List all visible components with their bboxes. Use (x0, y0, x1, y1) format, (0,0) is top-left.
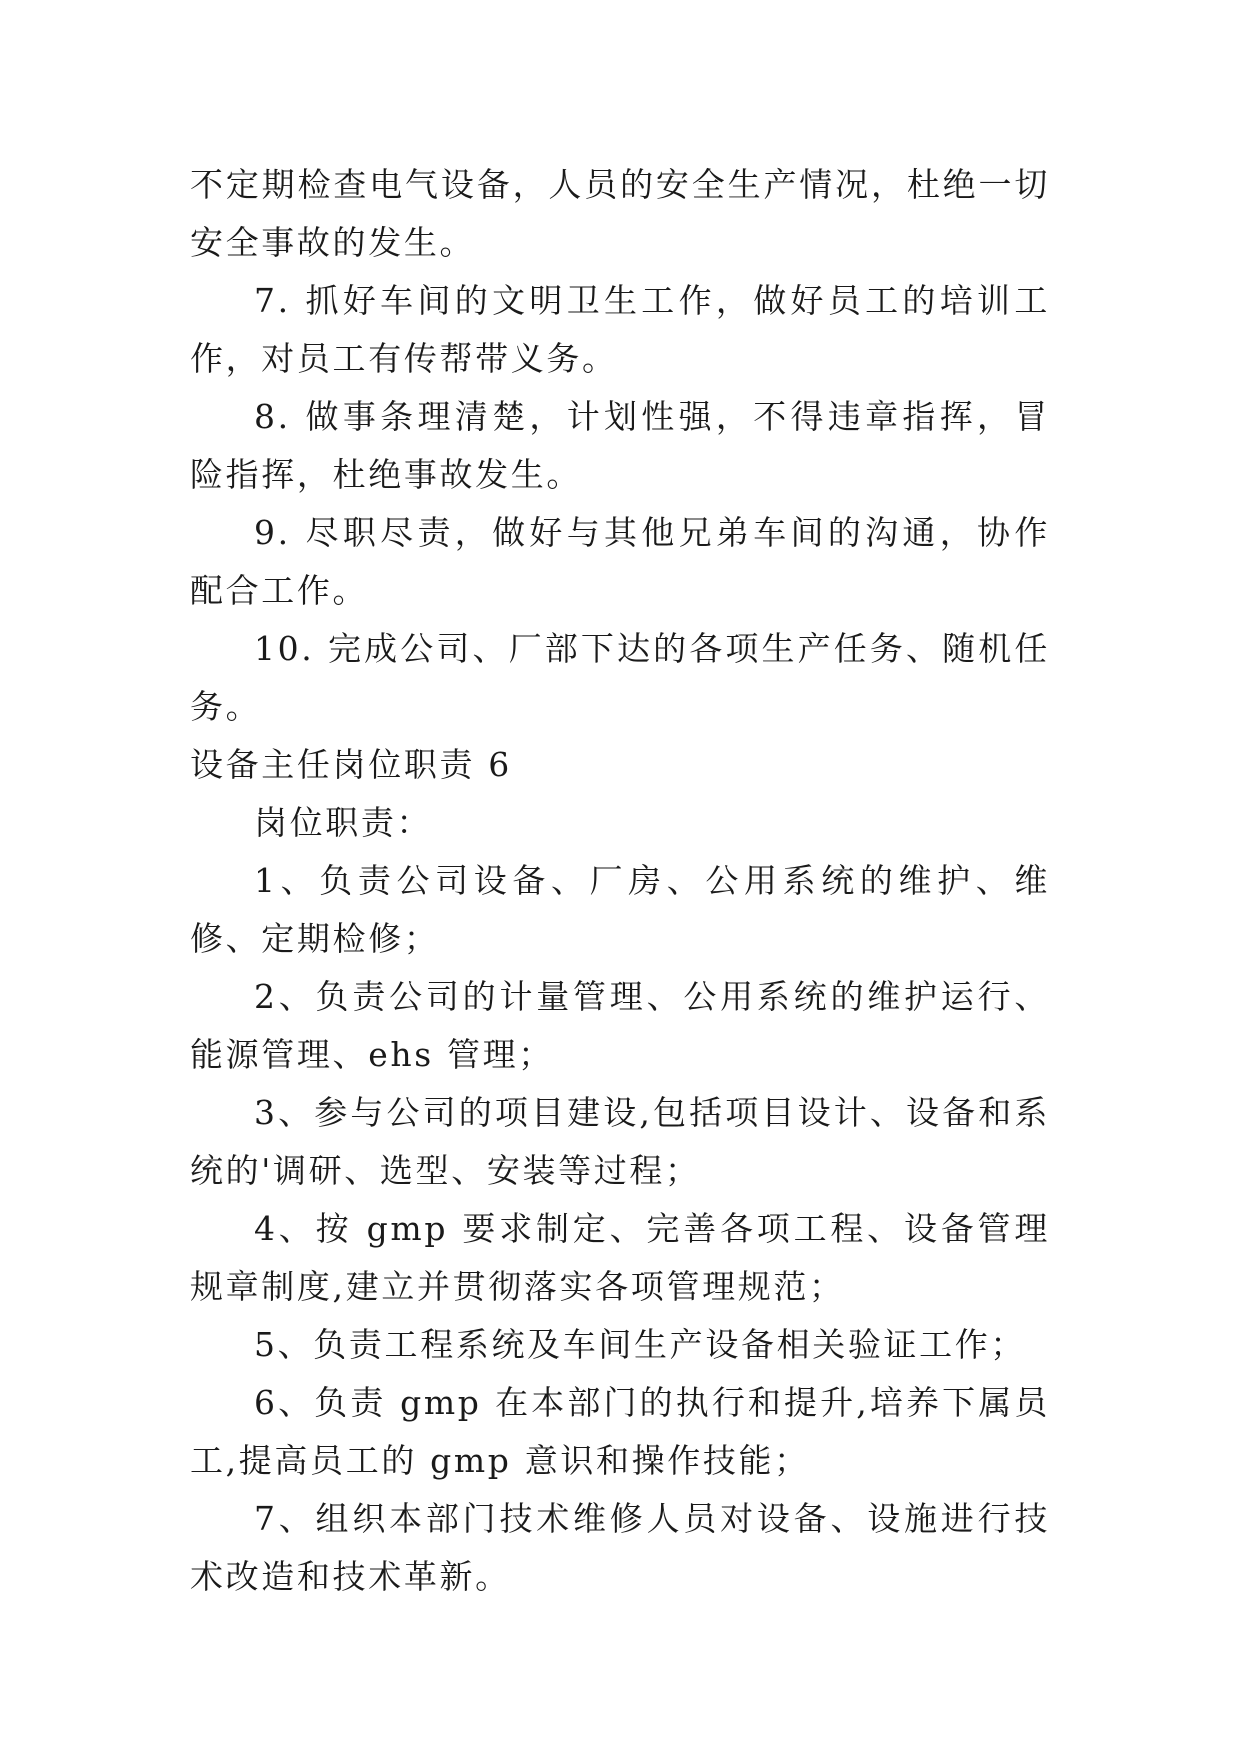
paragraph-item-9: 9. 尽职尽责，做好与其他兄弟车间的沟通，协作配合工作。 (190, 513, 1050, 610)
duty-item-4: 4、按 gmp 要求制定、完善各项工程、设备管理规章制度,建立并贯彻落实各项管理规范； (190, 1209, 1050, 1306)
duty-item-7: 7、组织本部门技术维修人员对设备、设施进行技术改造和技术革新。 (190, 1499, 1050, 1596)
document-body (190, 156, 1050, 1606)
paragraph-item-10: 10. 完成公司、厂部下达的各项生产任务、随机任务。 (190, 629, 1050, 726)
duty-item-3: 3、参与公司的项目建设,包括项目设计、设备和系统的'调研、选型、安装等过程； (190, 1093, 1050, 1190)
duty-item-5: 5、负责工程系统及车间生产设备相关验证工作； (254, 1325, 1027, 1364)
paragraph-continuation: 不定期检查电气设备，人员的安全生产情况，杜绝一切安全事故的发生。 (190, 165, 1050, 262)
paragraph-item-8: 8. 做事条理清楚，计划性强，不得违章指挥，冒险指挥，杜绝事故发生。 (190, 397, 1050, 494)
section-heading: 设备主任岗位职责 6 (190, 745, 512, 784)
paragraph-item-7: 7. 抓好车间的文明卫生工作，做好员工的培训工作，对员工有传帮带义务。 (190, 281, 1050, 378)
duty-item-1: 1、负责公司设备、厂房、公用系统的维护、维修、定期检修； (190, 861, 1050, 958)
duty-item-6: 6、负责 gmp 在本部门的执行和提升,培养下属员工,提高员工的 gmp 意识和操作技能； (190, 1383, 1050, 1480)
duty-item-2: 2、负责公司的计量管理、公用系统的维护运行、能源管理、ehs 管理； (190, 977, 1050, 1074)
subheading-duties: 岗位职责： (254, 803, 433, 842)
